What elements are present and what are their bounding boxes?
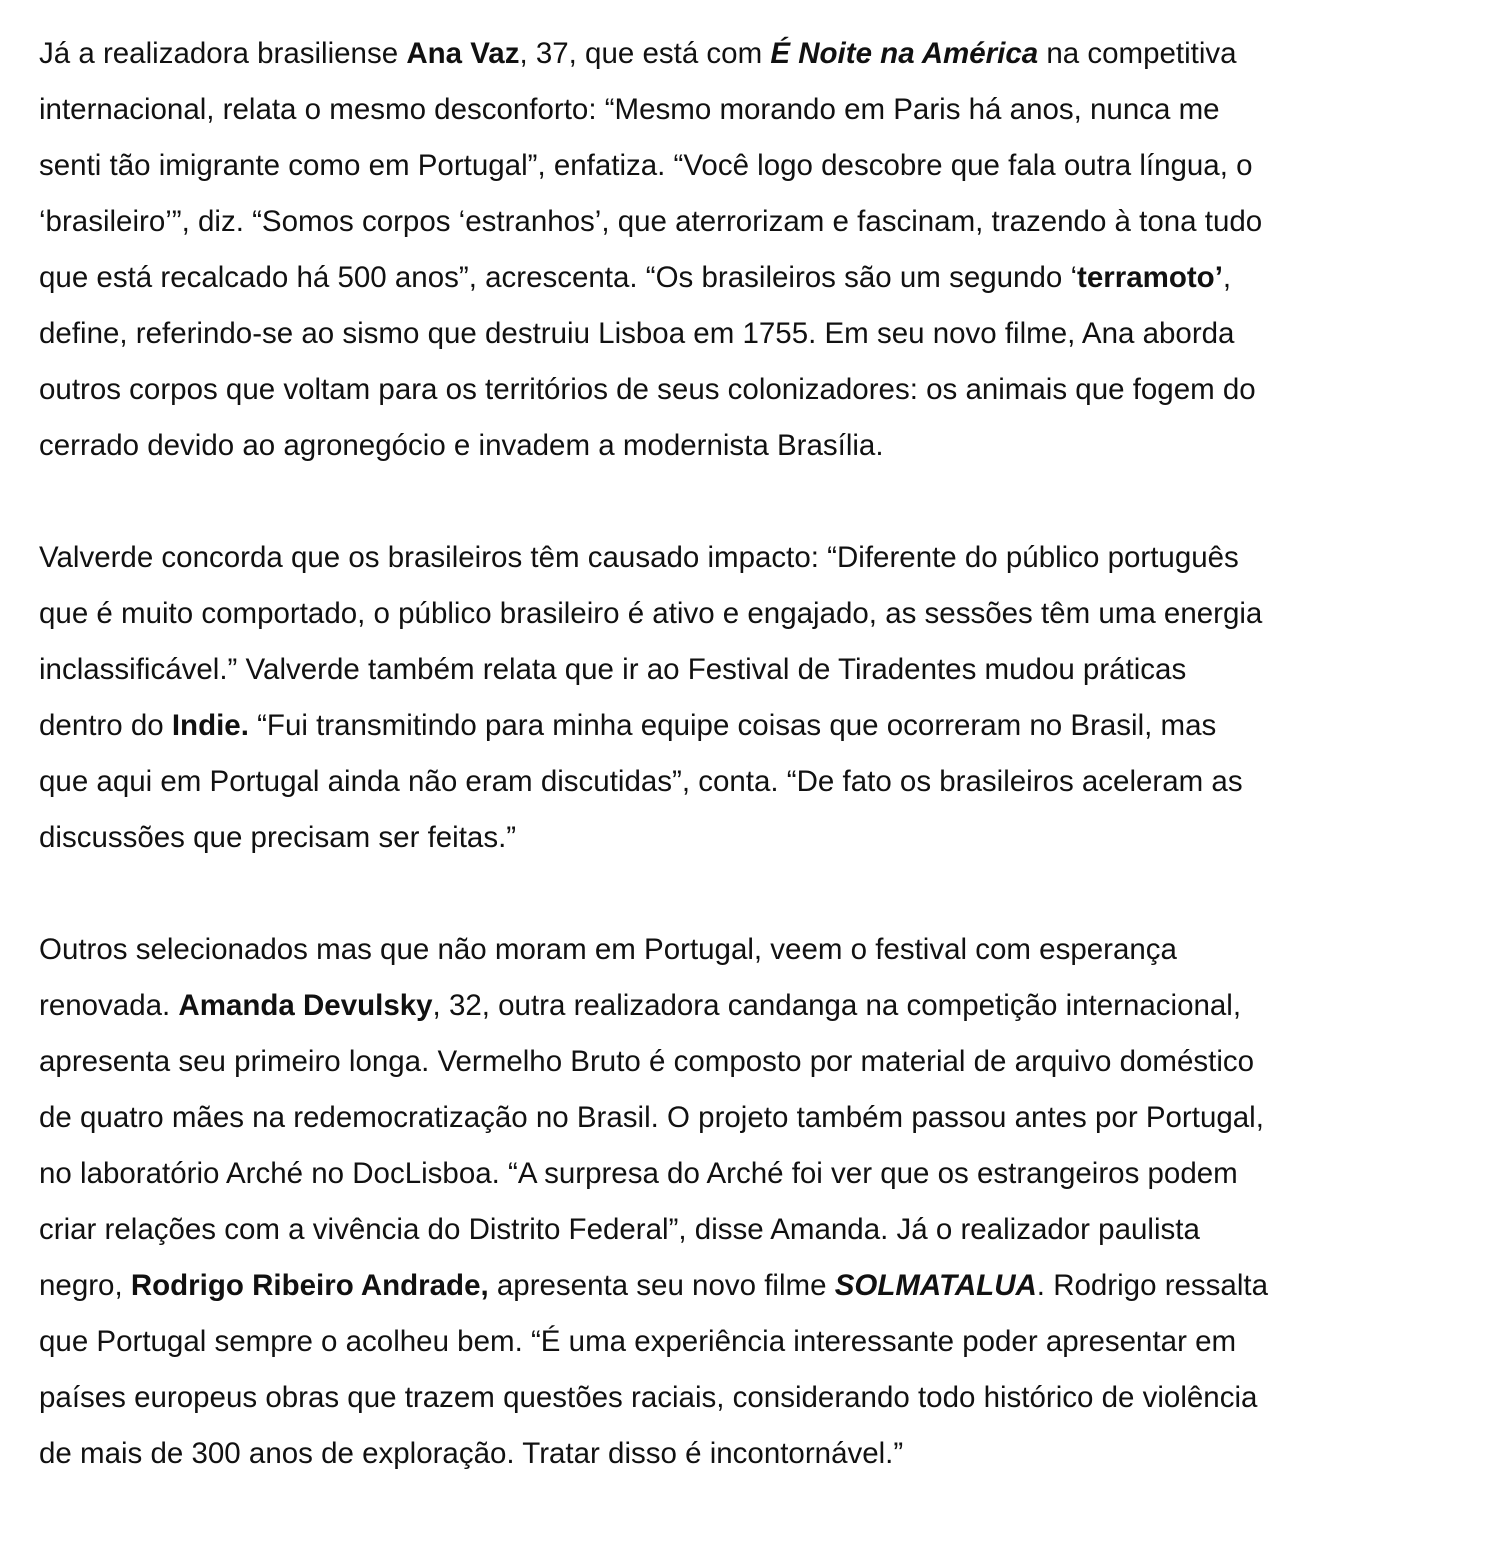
text-line <box>39 250 1479 306</box>
text-run: países europeus obras que trazem questões raciais, considerando todo histórico de violência <box>39 1381 1258 1414</box>
text-line <box>39 194 1479 250</box>
text-line <box>39 1090 1479 1146</box>
text-run: de quatro mães na redemocratização no Brasil. O projeto também passou antes por Portugal, <box>39 1101 1264 1134</box>
text-line <box>39 1146 1479 1202</box>
text-line <box>39 922 1479 978</box>
text-run: senti tão imigrante como em Portugal”, enfatiza. “Você logo descobre que fala outra língua, o <box>39 149 1253 182</box>
emphasized-text: Amanda Devulsky <box>178 989 433 1022</box>
article-paragraph <box>39 530 1479 866</box>
article-paragraph <box>39 26 1479 474</box>
article-paragraph <box>39 922 1479 1482</box>
text-line <box>39 530 1479 586</box>
text-run: negro, <box>39 1269 131 1302</box>
text-run: renovada. <box>39 989 179 1022</box>
text-line <box>39 418 1479 474</box>
text-run: ‘brasileiro’”, diz. “Somos corpos ‘estranhos’, que aterrorizam e fascinam, trazendo à tona tudo <box>39 205 1263 238</box>
text-run: Já a realizadora brasiliense <box>39 37 407 70</box>
text-run: . Rodrigo ressalta <box>1036 1269 1268 1302</box>
text-line <box>39 1034 1479 1090</box>
emphasized-text: terramoto’ <box>1077 261 1223 294</box>
emphasized-text: Ana Vaz <box>406 37 520 70</box>
text-line <box>39 1370 1479 1426</box>
text-run: na competitiva <box>1038 37 1237 70</box>
text-run: que aqui em Portugal ainda não eram discutidas”, conta. “De fato os brasileiros aceleram as <box>39 765 1243 798</box>
emphasized-text: É Noite na América <box>770 37 1039 70</box>
text-run: discussões que precisam ser feitas.” <box>39 821 517 854</box>
text-line <box>39 26 1479 82</box>
emphasized-text: SOLMATALUA <box>834 1269 1037 1302</box>
text-run: dentro do <box>39 709 172 742</box>
text-line <box>39 1202 1479 1258</box>
text-line <box>39 1426 1479 1482</box>
text-line <box>39 82 1479 138</box>
text-line <box>39 306 1479 362</box>
text-run: “Fui transmitindo para minha equipe coisas que ocorreram no Brasil, mas <box>248 709 1217 742</box>
text-run: que é muito comportado, o público brasileiro é ativo e engajado, as sessões têm uma energia <box>39 597 1263 630</box>
text-run: apresenta seu novo filme <box>488 1269 835 1302</box>
text-run: que Portugal sempre o acolheu bem. “É uma experiência interessante poder apresentar em <box>39 1325 1237 1358</box>
text-line <box>39 1258 1479 1314</box>
text-run: criar relações com a vivência do Distrito Federal”, disse Amanda. Já o realizador paulista <box>39 1213 1200 1246</box>
text-run: apresenta seu primeiro longa. Vermelho Bruto é composto por material de arquivo doméstico <box>39 1045 1255 1078</box>
text-run: Outros selecionados mas que não moram em Portugal, veem o festival com esperança <box>39 933 1177 966</box>
text-run: , 37, que está com <box>519 37 771 70</box>
text-run: internacional, relata o mesmo desconforto: “Mesmo morando em Paris há anos, nunca me <box>39 93 1220 126</box>
emphasized-text: Rodrigo Ribeiro Andrade, <box>130 1269 489 1302</box>
text-line <box>39 586 1479 642</box>
text-line <box>39 978 1479 1034</box>
emphasized-text: Indie. <box>171 709 249 742</box>
text-run: inclassificável.” Valverde também relata que ir ao Festival de Tiradentes mudou práticas <box>39 653 1187 686</box>
text-run: de mais de 300 anos de exploração. Tratar disso é incontornável.” <box>39 1437 904 1470</box>
text-run: no laboratório Arché no DocLisboa. “A surpresa do Arché foi ver que os estrangeiros podem <box>39 1157 1238 1190</box>
text-run: , 32, outra realizadora candanga na competição internacional, <box>432 989 1242 1022</box>
text-run: define, referindo-se ao sismo que destruiu Lisboa em 1755. Em seu novo filme, Ana aborda <box>39 317 1235 350</box>
text-run: , <box>1222 261 1232 294</box>
text-run: outros corpos que voltam para os territórios de seus colonizadores: os animais que fogem do <box>39 373 1256 406</box>
text-run: Valverde concorda que os brasileiros têm causado impacto: “Diferente do público português <box>39 541 1239 574</box>
text-line <box>39 1314 1479 1370</box>
text-line <box>39 810 1479 866</box>
article-body <box>39 26 1479 1482</box>
text-line <box>39 642 1479 698</box>
text-line <box>39 138 1479 194</box>
text-line <box>39 698 1479 754</box>
text-run: cerrado devido ao agronegócio e invadem a modernista Brasília. <box>39 429 884 462</box>
text-line <box>39 362 1479 418</box>
text-run: que está recalcado há 500 anos”, acrescenta. “Os brasileiros são um segundo ‘ <box>39 261 1078 294</box>
text-line <box>39 754 1479 810</box>
